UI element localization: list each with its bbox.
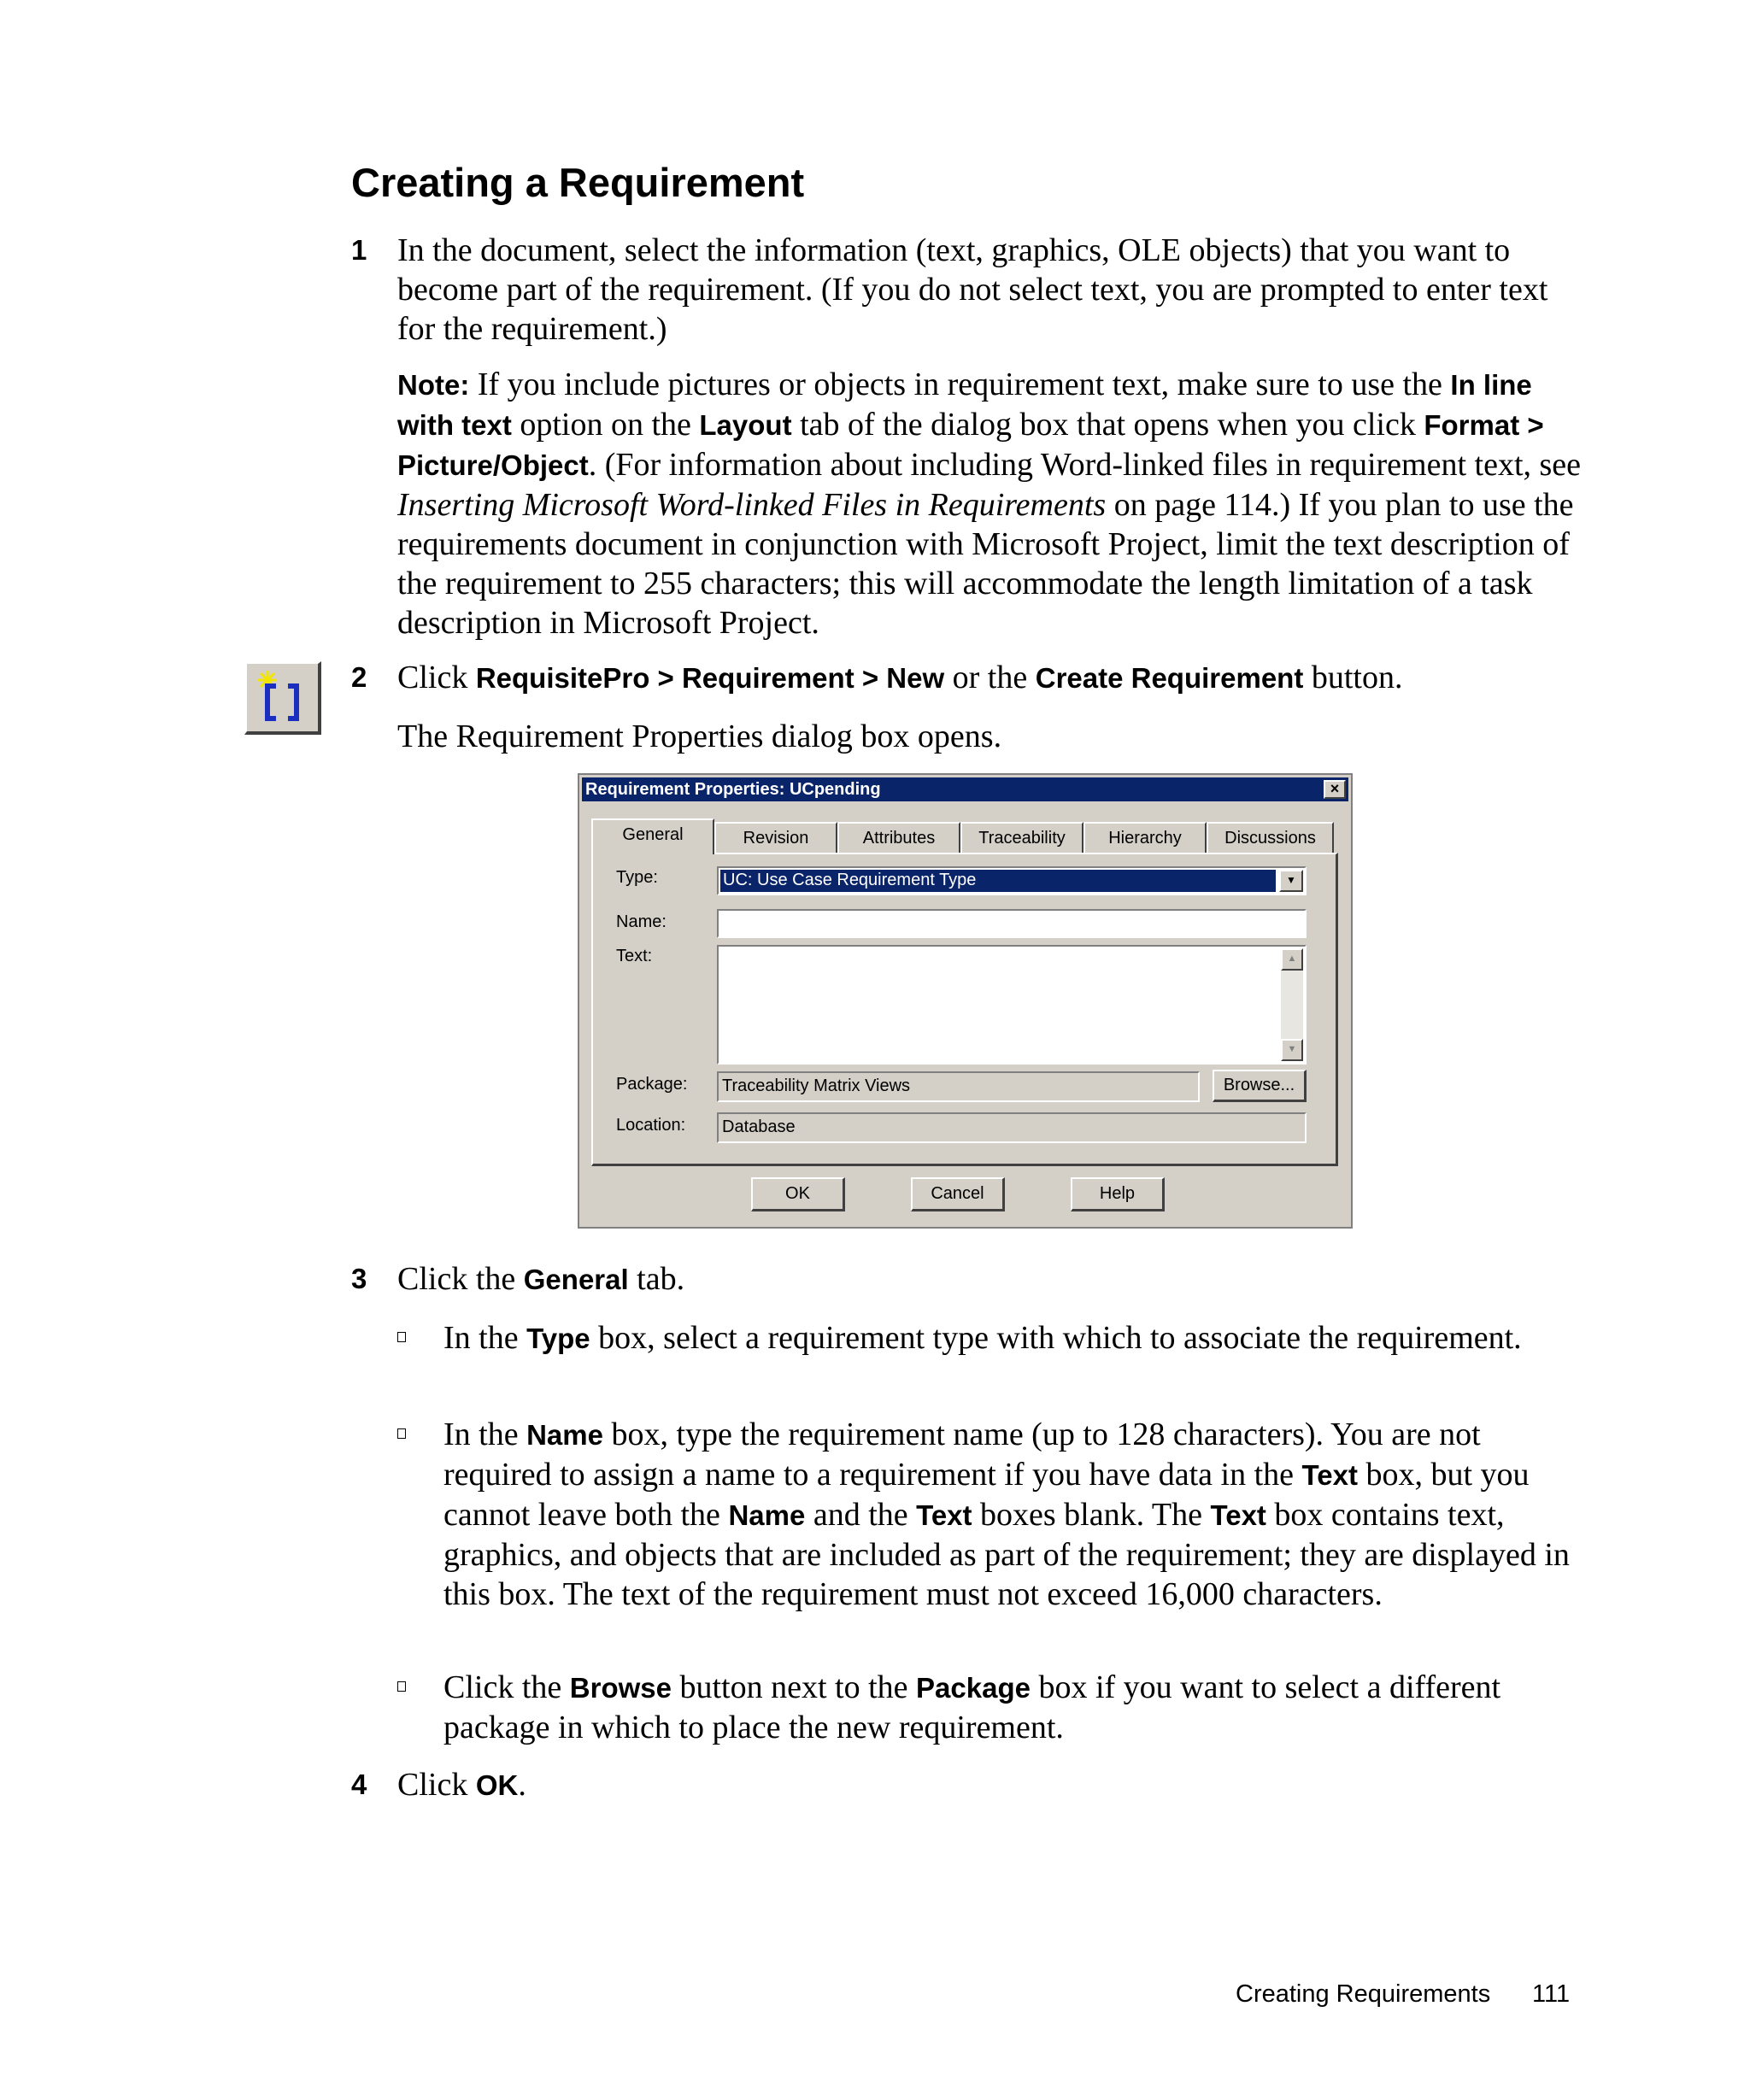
step-2 (351, 658, 1582, 756)
scrollbar[interactable] (1281, 948, 1303, 1061)
tab-attributes[interactable]: Attributes (837, 822, 960, 853)
help-button[interactable]: Help (1071, 1177, 1165, 1211)
list-item: In the Type box, select a requirement type with which to associate the requirement. (397, 1318, 1582, 1358)
list-item: Click the Browse button next to the Package box if you want to select a different package in which to place the new requirement. (397, 1668, 1582, 1747)
page-title: Creating a Requirement (351, 160, 805, 205)
location-label: Location: (616, 1116, 686, 1135)
browse-button[interactable]: Browse... (1213, 1070, 1307, 1102)
step-4-text: Click OK. (397, 1767, 526, 1803)
package-field: Traceability Matrix Views (717, 1071, 1200, 1102)
tab-discussions[interactable]: Discussions (1207, 822, 1334, 853)
location-field: Database (717, 1112, 1307, 1143)
page-number: 111 (1532, 1980, 1571, 2008)
step-number: 2 (351, 661, 367, 693)
ok-button[interactable]: OK (751, 1177, 845, 1211)
step-number: 3 (351, 1263, 367, 1294)
chevron-down-icon[interactable]: ▼ (1279, 870, 1303, 892)
package-label: Package: (616, 1075, 688, 1094)
step-number: 4 (351, 1769, 367, 1800)
note-label: Note: (397, 369, 470, 401)
dialog-titlebar (582, 777, 1348, 801)
step-number: 1 (351, 234, 367, 266)
bullet-icon (397, 1332, 406, 1342)
type-select[interactable] (717, 866, 1307, 895)
create-requirement-icon (244, 661, 321, 735)
step-1 (351, 231, 1582, 642)
note: Note: If you include pictures or objects in requirement text, make sure to use the In line with text option on the Layout tab of the dialog box that opens when you click Format > Picture/Object. (For information about including Word-linked files in requirement text, see Inserting Microsoft Word-linked Files in Requirements on page 114.) If you plan to use the requirements document in conjunction with Microsoft Project, limit the text description of the requirement to 255 characters; this will accommodate the length limitation of a task description in Microsoft Project. (397, 367, 1582, 641)
tab-strip (591, 822, 1332, 854)
name-label: Name: (616, 912, 667, 931)
general-panel (591, 853, 1338, 1166)
name-input[interactable] (717, 909, 1307, 938)
arrow-up-icon[interactable]: ▲ (1281, 948, 1303, 971)
text-area[interactable] (717, 945, 1307, 1065)
bullet-icon (397, 1428, 406, 1439)
dialog-title: Requirement Properties: UCpending (585, 780, 881, 799)
bullet-icon (397, 1681, 406, 1692)
footer-section: Creating Requirements (1236, 1980, 1491, 2008)
step-3 (351, 1259, 1582, 1299)
cancel-button[interactable]: Cancel (911, 1177, 1005, 1211)
type-select-value: UC: Use Case Requirement Type (720, 870, 1276, 892)
requirement-properties-dialog (578, 773, 1353, 1229)
step-2-text: Click RequisitePro > Requirement > New or the Create Requirement button. (397, 660, 1403, 695)
step-3-text: Click the General tab. (397, 1261, 685, 1297)
step-4 (351, 1765, 1582, 1805)
text-label: Text: (616, 947, 653, 965)
tab-traceability[interactable]: Traceability (960, 822, 1083, 853)
step-1-text: In the document, select the information (text, graphics, OLE objects) that you want to become part of the requirement. (If you do not select text, you are prompted to enter text for the requirement.) (397, 232, 1548, 347)
type-label: Type: (616, 868, 658, 887)
tab-revision[interactable]: Revision (714, 822, 837, 853)
tab-hierarchy[interactable]: Hierarchy (1083, 822, 1207, 853)
list-item: In the Name box, type the requirement name (up to 128 characters). You are not required to assign a name to a requirement if you have data in the Text box, but you cannot leave both the Name and the Text boxes blank. The Text box contains text, graphics, and objects that are included as part of the requirement; they are displayed in this box. The text of the requirement must not exceed 16,000 characters. (397, 1415, 1582, 1614)
step-2-followup: The Requirement Properties dialog box opens. (397, 719, 1002, 754)
arrow-down-icon[interactable]: ▼ (1281, 1039, 1303, 1061)
tab-general[interactable]: General (591, 818, 714, 854)
close-button[interactable]: × (1324, 780, 1346, 799)
